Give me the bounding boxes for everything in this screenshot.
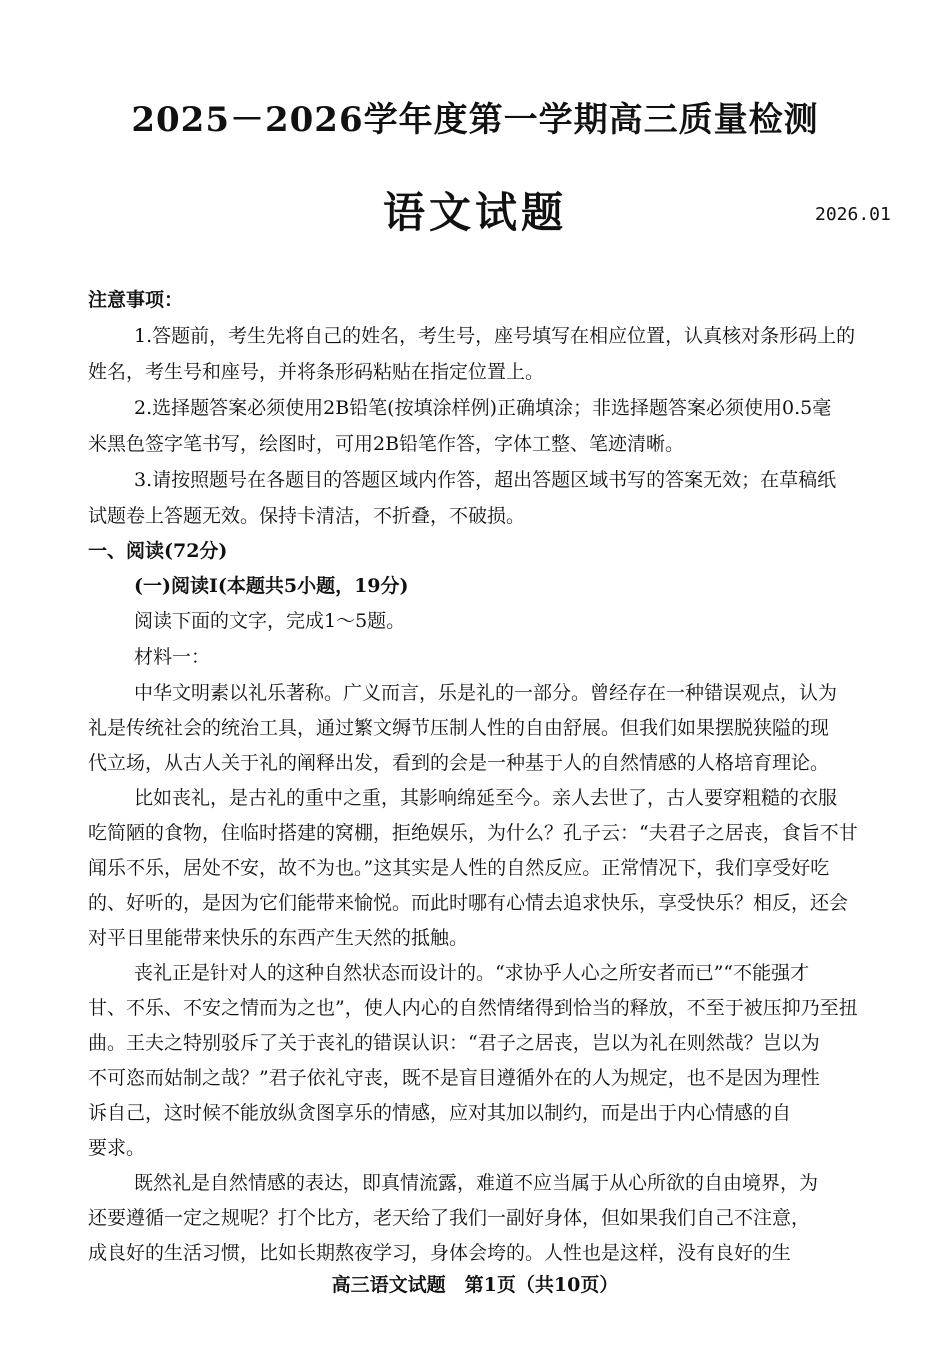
passage-line: 曲。王夫之特别驳斥了关于丧礼的错误认识：“君子之居丧，岂以为礼在则然哉？岂以为 xyxy=(88,1032,820,1054)
passage-line: 诉自己，这时候不能放纵贪图享乐的情感，应对其加以制约，而是出于内心情感的自 xyxy=(88,1102,792,1124)
passage-line: 代立场，从古人关于礼的阐释出发，看到的会是一种基于人的自然情感的人格培育理论。 xyxy=(88,752,830,774)
notes-item-3-line-1: 3.请按照题号在各题目的答题区域内作答，超出答题区域书写的答案无效；在草稿纸 xyxy=(134,469,837,491)
notes-item-1-line-2: 姓名，考生号和座号，并将条形码粘贴在指定位置上。 xyxy=(88,361,545,383)
passage-line: 不可恣而姑制之哉？”君子依礼守丧，既不是盲目遵循外在的人为规定，也不是因为理性 xyxy=(88,1067,820,1089)
passage-line: 闻乐不乐，居处不安，故不为也。”这其实是人性的自然反应。正常情况下，我们享受好吃 xyxy=(88,857,830,879)
passage-line: 既然礼是自然情感的表达，即真情流露，难道不应当属于从心所欲的自由境界，为 xyxy=(134,1172,819,1194)
notes-item-2-line-1: 2.选择题答案必须使用2B铅笔(按填涂样例)正确填涂；非选择题答案必须使用0.5毫 xyxy=(134,397,832,419)
passage-line: 要求。 xyxy=(88,1137,146,1159)
reading-instruction: 阅读下面的文字，完成1～5题。 xyxy=(134,610,406,632)
notes-heading: 注意事项： xyxy=(88,289,184,311)
exam-title: 2025－2026学年度第一学期高三质量检测 xyxy=(131,100,819,140)
passage-line: 的、好听的，是因为它们能带来愉悦。而此时哪有心情去追求快乐，享受快乐？相反，还会 xyxy=(88,892,849,914)
passage-line: 丧礼正是针对人的这种自然状态而设计的。“求协乎人心之所安者而已”“不能强才 xyxy=(134,962,810,984)
notes-item-1-line-1: 1.答题前，考生先将自己的姓名，考生号，座号填写在相应位置，认真核对条形码上的 xyxy=(134,325,856,347)
subsection-heading: (一)阅读Ⅰ(本题共5小题，19分) xyxy=(134,575,409,597)
exam-date: 2026.01 xyxy=(815,204,891,225)
subject-title: 语文试题 xyxy=(382,188,567,237)
passage-line: 对平日里能带来快乐的东西产生天然的抵触。 xyxy=(88,927,469,949)
passage-line: 甘、不乐、不安之情而为之也”，使人内心的自然情绪得到恰当的释放，不至于被压抑乃至扭 xyxy=(88,997,858,1019)
passage-line: 中华文明素以礼乐著称。广义而言，乐是礼的一部分。曾经存在一种错误观点，认为 xyxy=(134,682,838,704)
material-label: 材料一： xyxy=(134,646,211,668)
passage-line: 礼是传统社会的统治工具，通过繁文缛节压制人性的自由舒展。但我们如果摆脱狭隘的现 xyxy=(88,717,830,739)
page-footer: 高三语文试题 第1页（共10页） xyxy=(331,1274,619,1296)
passage-line: 还要遵循一定之规呢？打个比方，老天给了我们一副好身体，但如果我们自己不注意， xyxy=(88,1207,811,1229)
passage-line: 吃简陋的食物，住临时搭建的窝棚，拒绝娱乐，为什么？孔子云：“夫君子之居丧，食旨不甘 xyxy=(88,822,858,844)
passage-line: 成良好的生活习惯，比如长期熬夜学习，身体会垮的。人性也是这样，没有良好的生 xyxy=(88,1242,792,1264)
notes-item-3-line-2: 试题卷上答题无效。保持卡清洁，不折叠，不破损。 xyxy=(88,505,526,527)
notes-item-2-line-2: 米黑色签字笔书写，绘图时，可用2B铅笔作答，字体工整、笔迹清晰。 xyxy=(88,433,685,455)
passage-line: 比如丧礼，是古礼的重中之重，其影响绵延至今。亲人去世了，古人要穿粗糙的衣服 xyxy=(134,787,838,809)
section-heading: 一、阅读(72分) xyxy=(88,540,228,562)
